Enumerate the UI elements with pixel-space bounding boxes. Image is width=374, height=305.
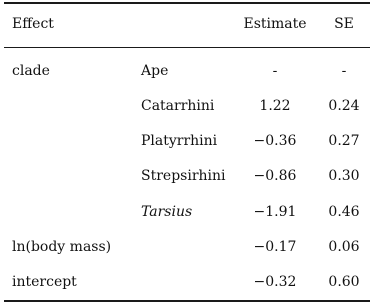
row-estimate: −0.32 (253, 274, 297, 290)
table-top-rule (4, 2, 370, 4)
row-level: Catarrhini (141, 98, 215, 114)
header-se: SE (334, 16, 354, 32)
row-estimate: −0.36 (253, 133, 297, 149)
row-level: Platyrrhini (141, 133, 218, 149)
table-header-rule (4, 47, 370, 48)
row-se: 0.24 (328, 98, 360, 114)
row-se: 0.06 (328, 239, 360, 255)
row-estimate: −0.86 (253, 168, 297, 184)
row-effect: ln(body mass) (12, 239, 112, 255)
row-se: - (341, 63, 347, 79)
row-level: Strepsirhini (141, 168, 226, 184)
row-level: Ape (141, 63, 169, 79)
header-effect: Effect (12, 16, 54, 32)
row-estimate: - (272, 63, 278, 79)
row-se: 0.27 (328, 133, 360, 149)
row-effect: clade (12, 63, 50, 79)
row-estimate: −1.91 (253, 204, 297, 220)
row-se: 0.60 (328, 274, 360, 290)
row-estimate: 1.22 (259, 98, 291, 114)
row-level: Tarsius (141, 204, 193, 220)
row-estimate: −0.17 (253, 239, 297, 255)
row-effect: intercept (12, 274, 77, 290)
row-se: 0.46 (328, 204, 360, 220)
row-se: 0.30 (328, 168, 360, 184)
header-estimate: Estimate (243, 16, 307, 32)
table-bottom-rule (4, 300, 370, 302)
